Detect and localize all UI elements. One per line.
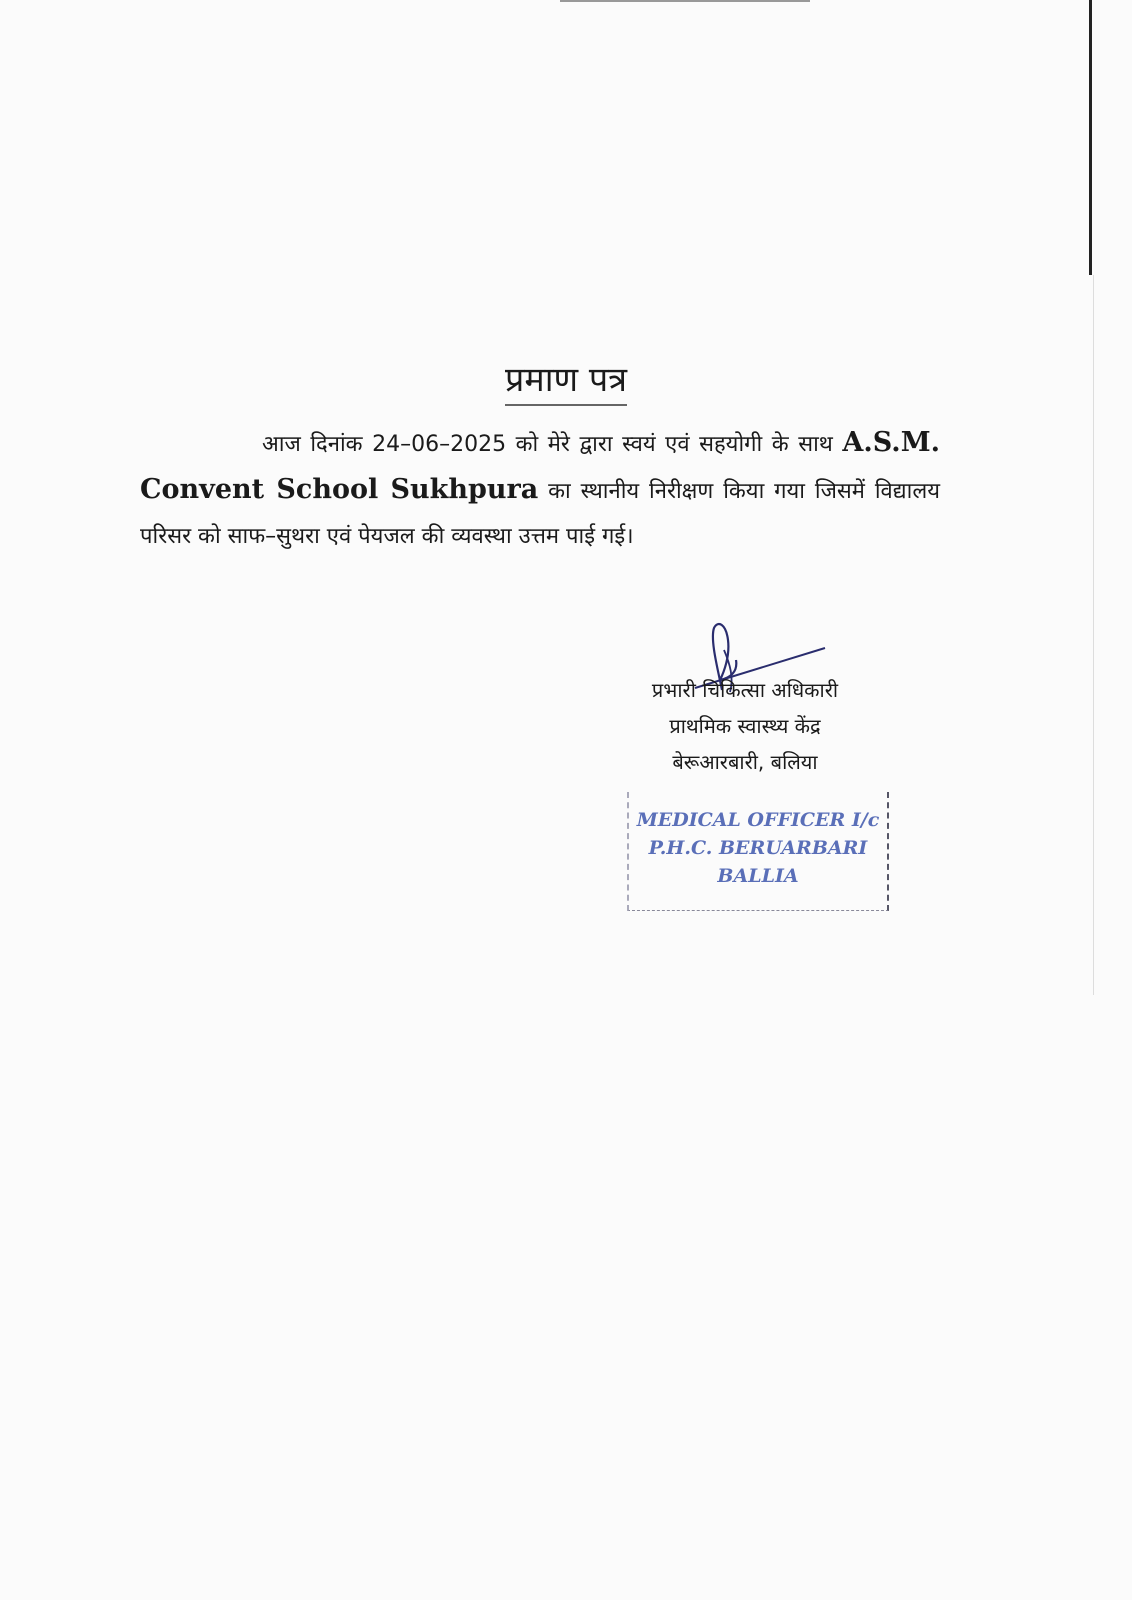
signature-block — [600, 672, 890, 780]
scan-edge-top — [560, 0, 810, 2]
body-rest: का स्थानीय निरीक्षण किया गया जिसमें विद्यालय परिसर को साफ–सुथरा एवं पेयजल की व्यवस्था उत्तम पाई गई। — [140, 479, 940, 549]
location: बेरूआरबारी, बलिया — [672, 750, 818, 774]
stamp-line-3: BALLIA — [717, 865, 799, 887]
stamp-line-1: MEDICAL OFFICER I/c — [636, 809, 880, 831]
officer-designation: प्रभारी चिकित्सा अधिकारी — [651, 678, 839, 702]
school-name: A.S.M. Convent School Sukhpura — [140, 427, 940, 505]
health-centre: प्राथमिक स्वास्थ्य केंद्र — [669, 714, 821, 738]
document-title-wrap — [0, 355, 1132, 401]
document-title: प्रमाण पत्र — [505, 360, 627, 406]
stamp-line-2: P.H.C. BERUARBARI — [648, 837, 868, 859]
official-stamp — [627, 792, 889, 911]
scan-edge-right — [1089, 0, 1092, 275]
certificate-body — [140, 420, 940, 559]
body-intro: आज दिनांक 24–06–2025 को मेरे द्वारा स्वयं एवं सहयोगी के साथ — [262, 432, 833, 457]
